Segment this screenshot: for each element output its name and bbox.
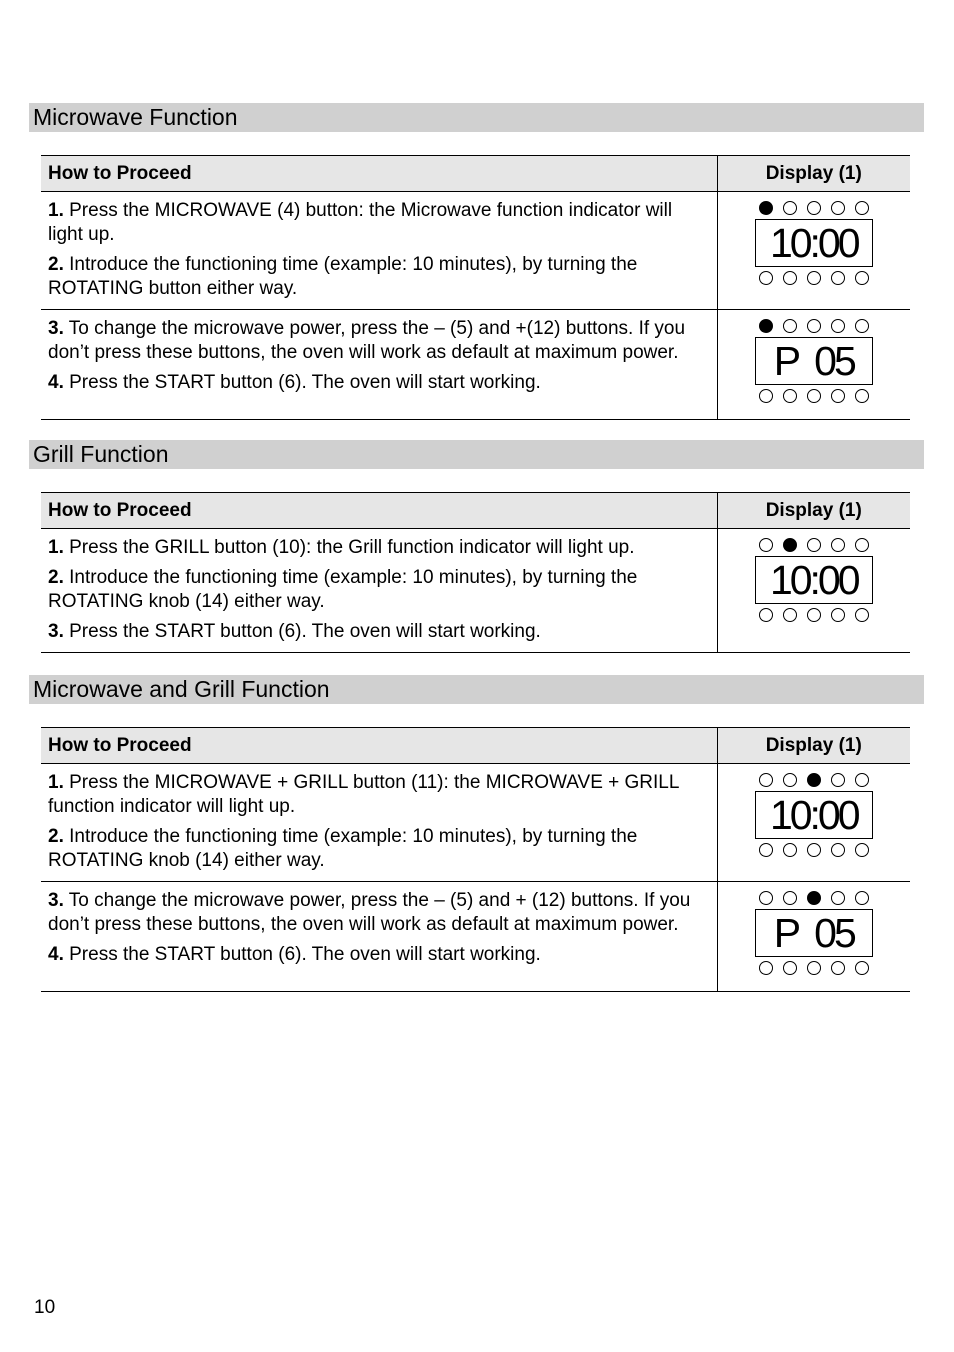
table-row: [41, 764, 910, 882]
step-text: Introduce the functioning time (example: 10 minutes), by turning the ROTATING knob (14) either way.: [48, 826, 638, 871]
indicator-off-icon: [807, 271, 821, 285]
indicator-off-icon: [759, 843, 773, 857]
instruction-step: [48, 199, 711, 247]
indicator-off-icon: [831, 891, 845, 905]
indicator-row: [718, 319, 911, 333]
step-number: 3.: [48, 318, 64, 339]
indicator-off-icon: [855, 773, 869, 787]
indicator-row: [718, 608, 911, 622]
indicator-row: [718, 271, 911, 285]
instruction-step: [48, 825, 711, 873]
step-number: 4.: [48, 372, 64, 393]
indicator-off-icon: [855, 961, 869, 975]
step-text: To change the microwave power, press the – (5) and +(12) buttons. If you don’t press these buttons, the oven will work as default at maximum power.: [48, 318, 686, 363]
step-text: Press the START button (6). The oven will start working.: [63, 621, 541, 642]
indicator-off-icon: [807, 608, 821, 622]
display-screen: 10:00: [755, 556, 873, 604]
table-row: [41, 310, 910, 420]
indicator-off-icon: [759, 891, 773, 905]
display-cell: [717, 764, 910, 882]
indicator-off-icon: [783, 773, 797, 787]
step-number: 1.: [48, 537, 64, 558]
indicator-off-icon: [759, 271, 773, 285]
page-number: 10: [34, 1297, 56, 1318]
procedure-table: [41, 727, 910, 992]
indicator-off-icon: [831, 608, 845, 622]
display-screen: 10:00: [755, 791, 873, 839]
steps-cell: [41, 764, 717, 882]
indicator-off-icon: [783, 389, 797, 403]
indicator-row: [718, 891, 911, 905]
display-screen: 10:00: [755, 219, 873, 267]
indicator-on-icon: [807, 891, 821, 905]
step-text: Press the MICROWAVE + GRILL button (11): the MICROWAVE + GRILL function indicator will light up.: [48, 772, 679, 817]
indicator-off-icon: [855, 201, 869, 215]
instruction-step: [48, 771, 711, 819]
display-cell: [717, 882, 910, 992]
instruction-step: [48, 536, 711, 560]
display-screen: P 05: [755, 337, 873, 385]
table-row: [41, 882, 910, 992]
indicator-off-icon: [807, 319, 821, 333]
steps-cell: [41, 310, 717, 420]
indicator-row: [718, 961, 911, 975]
indicator-off-icon: [759, 773, 773, 787]
header-display: Display (1): [717, 493, 910, 529]
instruction-step: [48, 317, 711, 365]
indicator-off-icon: [783, 843, 797, 857]
step-number: 4.: [48, 944, 64, 965]
header-display: Display (1): [717, 156, 910, 192]
indicator-off-icon: [783, 319, 797, 333]
indicator-off-icon: [783, 608, 797, 622]
indicator-off-icon: [831, 961, 845, 975]
indicator-off-icon: [831, 773, 845, 787]
step-text: Press the START button (6). The oven will start working.: [63, 372, 541, 393]
indicator-off-icon: [855, 843, 869, 857]
step-number: 3.: [48, 621, 64, 642]
procedure-table: [41, 492, 910, 653]
table-row: [41, 192, 910, 310]
indicator-row: [718, 389, 911, 403]
indicator-off-icon: [831, 319, 845, 333]
indicator-row: [718, 538, 911, 552]
indicator-on-icon: [759, 201, 773, 215]
indicator-off-icon: [855, 538, 869, 552]
section-title: Microwave and Grill Function: [29, 675, 924, 704]
header-display: Display (1): [717, 728, 910, 764]
section-title: Grill Function: [29, 440, 924, 469]
indicator-off-icon: [807, 201, 821, 215]
display-screen: P 05: [755, 909, 873, 957]
display-cell: [717, 192, 910, 310]
step-number: 1.: [48, 200, 64, 221]
indicator-off-icon: [807, 843, 821, 857]
table-row: [41, 529, 910, 653]
indicator-off-icon: [807, 389, 821, 403]
instruction-step: [48, 253, 711, 301]
step-number: 2.: [48, 567, 64, 588]
display-cell: [717, 529, 910, 653]
indicator-off-icon: [783, 201, 797, 215]
indicator-off-icon: [831, 843, 845, 857]
indicator-off-icon: [855, 389, 869, 403]
procedure-table: [41, 155, 910, 420]
header-how-to-proceed: How to Proceed: [41, 493, 717, 529]
indicator-off-icon: [831, 201, 845, 215]
step-number: 3.: [48, 890, 64, 911]
steps-cell: [41, 882, 717, 992]
header-how-to-proceed: How to Proceed: [41, 156, 717, 192]
steps-cell: [41, 192, 717, 310]
instruction-step: [48, 889, 711, 937]
indicator-off-icon: [759, 961, 773, 975]
instruction-step: [48, 371, 711, 395]
indicator-off-icon: [855, 271, 869, 285]
indicator-off-icon: [783, 961, 797, 975]
indicator-off-icon: [831, 538, 845, 552]
instruction-step: [48, 620, 711, 644]
step-text: Press the GRILL button (10): the Grill function indicator will light up.: [63, 537, 635, 558]
steps-cell: [41, 529, 717, 653]
display-cell: [717, 310, 910, 420]
header-how-to-proceed: How to Proceed: [41, 728, 717, 764]
step-number: 2.: [48, 826, 64, 847]
indicator-off-icon: [807, 961, 821, 975]
step-number: 1.: [48, 772, 64, 793]
indicator-off-icon: [855, 319, 869, 333]
step-text: Press the START button (6). The oven will start working.: [63, 944, 541, 965]
indicator-off-icon: [783, 891, 797, 905]
indicator-row: [718, 773, 911, 787]
indicator-on-icon: [783, 538, 797, 552]
indicator-on-icon: [759, 319, 773, 333]
step-text: Introduce the functioning time (example: 10 minutes), by turning the ROTATING button either way.: [48, 254, 638, 299]
indicator-on-icon: [807, 773, 821, 787]
indicator-off-icon: [831, 271, 845, 285]
indicator-off-icon: [759, 608, 773, 622]
step-text: Press the MICROWAVE (4) button: the Microwave function indicator will light up.: [48, 200, 673, 245]
indicator-off-icon: [807, 538, 821, 552]
section-title: Microwave Function: [29, 103, 924, 132]
step-text: To change the microwave power, press the – (5) and + (12) buttons. If you don’t press these buttons, the oven will work as default at maximum power.: [48, 890, 691, 935]
instruction-step: [48, 566, 711, 614]
indicator-off-icon: [855, 891, 869, 905]
indicator-row: [718, 201, 911, 215]
indicator-off-icon: [759, 389, 773, 403]
indicator-off-icon: [831, 389, 845, 403]
step-text: Introduce the functioning time (example: 10 minutes), by turning the ROTATING knob (14) either way.: [48, 567, 638, 612]
indicator-off-icon: [855, 608, 869, 622]
step-number: 2.: [48, 254, 64, 275]
instruction-step: [48, 943, 711, 967]
indicator-row: [718, 843, 911, 857]
indicator-off-icon: [759, 538, 773, 552]
indicator-off-icon: [783, 271, 797, 285]
